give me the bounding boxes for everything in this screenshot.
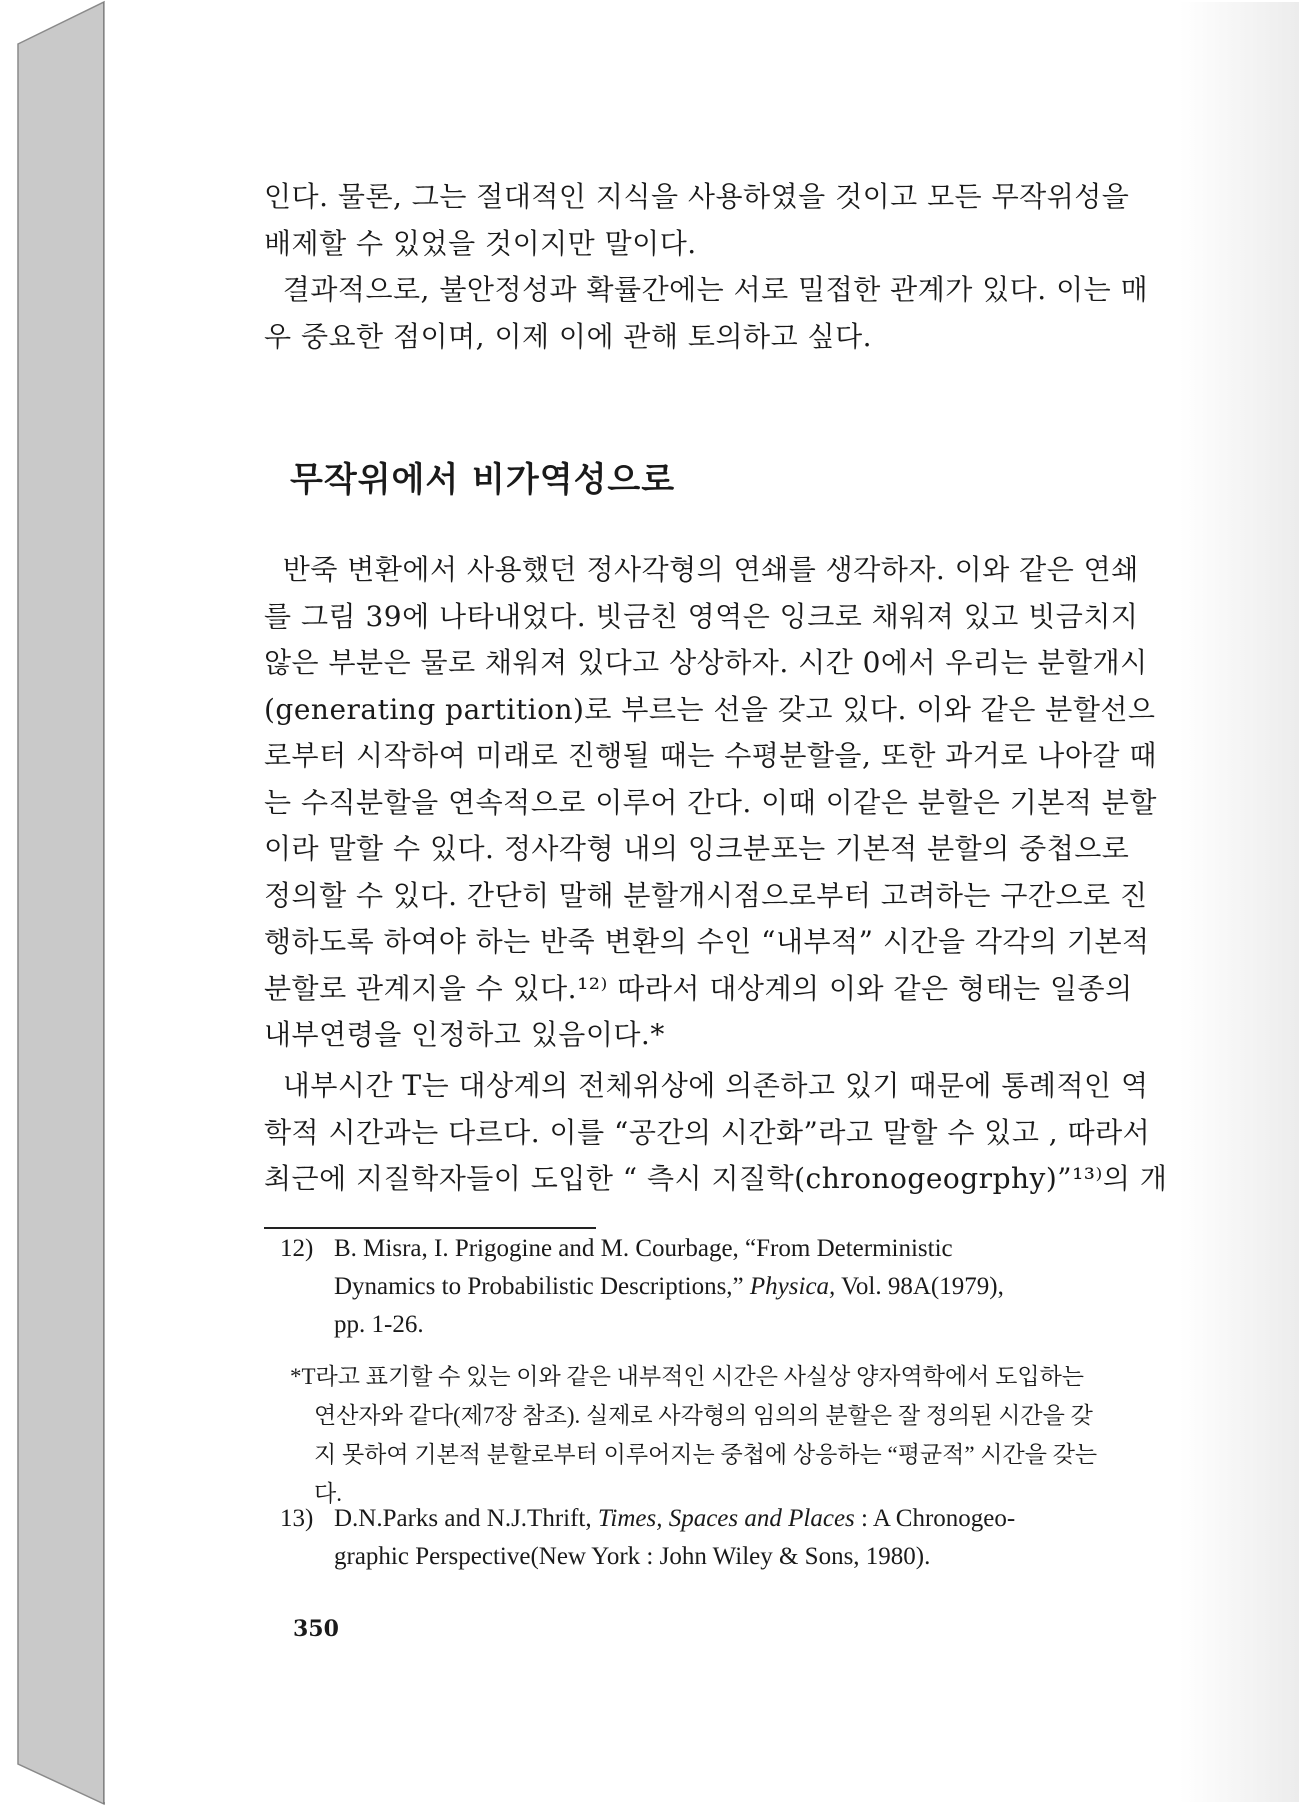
text-line: 학적 시간과는 다르다. 이를 “공간의 시간화”라고 말할 수 있고 , 따라서 — [264, 1115, 1151, 1149]
paragraph-4 — [264, 1063, 1194, 1203]
footnote-line — [290, 1500, 1195, 1538]
footnote-line: 연산자와 같다(제7장 참조). 실제로 사각형의 임의의 분할은 잘 정의된 시간을 갖 — [314, 1403, 1093, 1428]
text-line: 는 수직분할을 연속적으로 이루어 간다. 이때 이같은 분할은 기본적 분할 — [264, 785, 1157, 819]
footnote-13 — [280, 1500, 1195, 1576]
journal-title: Physica, — [749, 1273, 836, 1300]
paragraph-1 — [264, 174, 1194, 267]
text-line: 내부시간 T는 대상계의 전체위상에 의존하고 있기 때문에 통례적인 역 — [264, 1069, 1149, 1102]
text-line: 행하도록 하여야 하는 반죽 변환의 수인 “내부적” 시간을 각각의 기본적 — [264, 925, 1150, 958]
text-line: 이라 말할 수 있다. 정사각형 내의 잉크분포는 기본적 분할의 중첩으로 — [264, 832, 1130, 865]
footnote-line: 지 못하여 기본적 분할로부터 이루어지는 중첩에 상응하는 “평균적” 시간을 갖는 — [314, 1442, 1098, 1467]
text-line: 배제할 수 있었을 것이지만 말이다. — [264, 226, 697, 260]
text-line: (generating partition)로 부르는 선을 갖고 있다. 이와 같은 분할선으 — [264, 692, 1156, 726]
footnote-text: D.N.Parks and N.J.Thrift, — [334, 1505, 598, 1532]
footnote-text: Dynamics to Probabilistic Descriptions,” — [334, 1273, 750, 1300]
text-line: 정의할 수 있다. 간단히 말해 분할개시점으로부터 고려하는 구간으로 진 — [264, 878, 1148, 912]
text-line: 내부연령을 인정하고 있음이다.* — [264, 1018, 665, 1051]
footnote-divider — [264, 1227, 596, 1229]
text-line: 분할로 관계지을 수 있다.¹²⁾ 따라서 대상계의 이와 같은 형태는 일종의 — [264, 971, 1133, 1005]
footnote-line — [290, 1268, 1195, 1306]
footnote-text: Vol. 98A(1979), — [835, 1273, 1004, 1300]
footnote-line: graphic Perspective(New York : John Wiley & Sons, 1980). — [334, 1543, 931, 1570]
text-line: 반죽 변환에서 사용했던 정사각형의 연쇄를 생각하자. 이와 같은 연쇄 — [264, 553, 1139, 586]
footnote-line: pp. 1-26. — [334, 1311, 424, 1338]
text-line: 로부터 시작하여 미래로 진행될 때는 수평분할을, 또한 과거로 나아갈 때 — [264, 739, 1157, 772]
footnote-marker: 12) — [280, 1235, 314, 1262]
footnote-star — [290, 1357, 1195, 1513]
book-title: Times, Spaces and Places — [597, 1505, 855, 1532]
section-heading: 무작위에서 비가역성으로 — [290, 460, 676, 500]
footnote-line: 다. — [314, 1481, 342, 1506]
paragraph-2 — [264, 267, 1194, 360]
text-line: 를 그림 39에 나타내었다. 빗금친 영역은 잉크로 채워져 있고 빗금치지 — [264, 599, 1139, 633]
text-line: 인다. 물론, 그는 절대적인 지식을 사용하였을 것이고 모든 무작위성을 — [264, 180, 1130, 213]
text-line: 우 중요한 점이며, 이제 이에 관해 토의하고 싶다. — [264, 319, 873, 353]
paragraph-3 — [264, 547, 1194, 1059]
book-spine — [0, 0, 110, 1806]
footnote-text: : A Chronogeo- — [854, 1505, 1016, 1532]
text-line: 결과적으로, 불안정성과 확률간에는 서로 밀접한 관계가 있다. 이는 매 — [264, 273, 1149, 306]
footnote-12 — [280, 1230, 1195, 1344]
text-line: 않은 부분은 물로 채워져 있다고 상상하자. 시간 0에서 우리는 분할개시 — [264, 646, 1148, 679]
page-number: 350 — [293, 1616, 339, 1642]
footnote-line: *T라고 표기할 수 있는 이와 같은 내부적인 시간은 사실상 양자역학에서 도입하는 — [290, 1364, 1085, 1389]
footnote-marker: 13) — [280, 1505, 314, 1532]
footnote-line: B. Misra, I. Prigogine and M. Courbage, “From Deterministic — [334, 1235, 953, 1262]
text-line: 최근에 지질학자들이 도입한 “ 측시 지질학(chronogeogrphy)”¹³⁾의 개 — [264, 1162, 1168, 1195]
